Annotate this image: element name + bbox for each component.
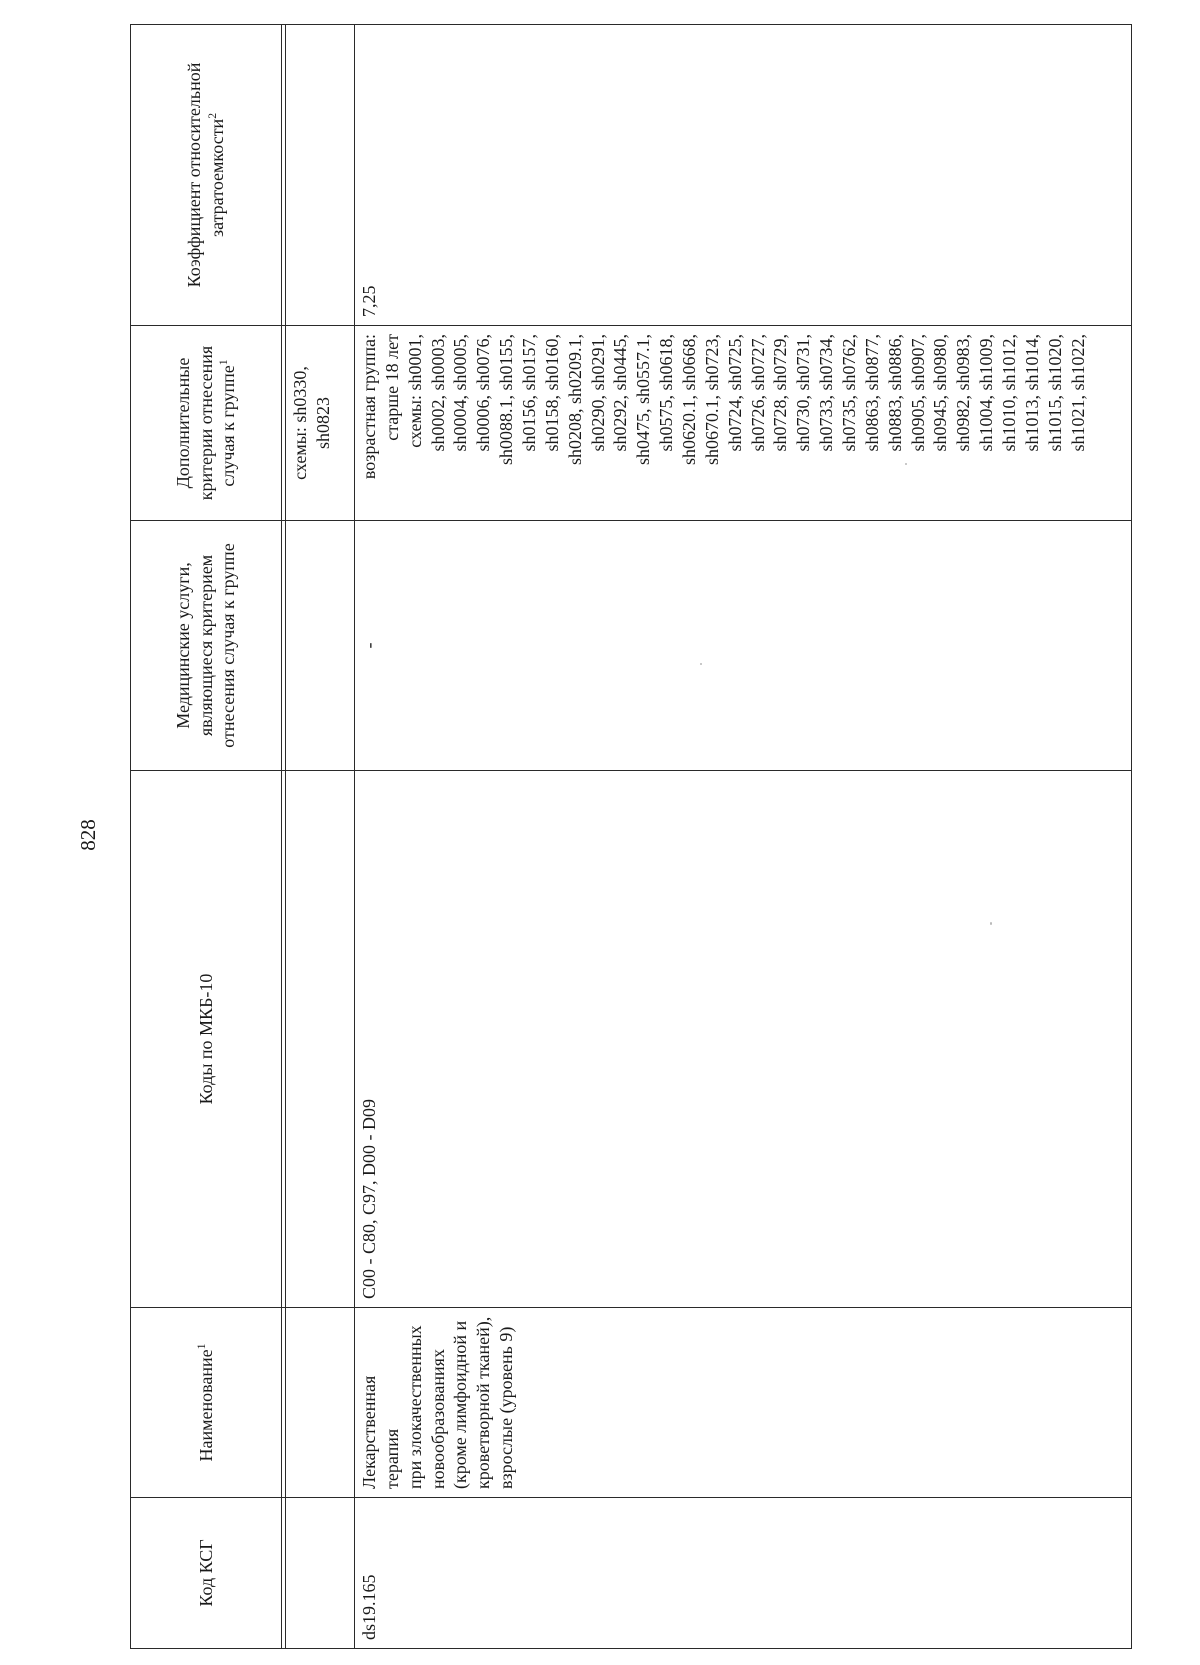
scan-speck <box>905 463 907 465</box>
criteria-line: sh0724, sh0725, <box>724 334 745 452</box>
header-code: Код КСГ <box>131 1498 282 1649</box>
criteria-line: sh0883, sh0886, <box>884 334 905 452</box>
criteria-line: sh0208, sh0209.1, <box>564 334 585 466</box>
criteria-line: sh0726, sh0727, <box>747 334 768 452</box>
ksg-code: ds19.165 <box>355 1498 1132 1649</box>
scan-speck <box>700 663 702 665</box>
criteria-line: sh0292, sh0445, <box>610 334 631 452</box>
criteria-line: sh0620.1, sh0668, <box>679 334 700 466</box>
cont-name-cell <box>286 1308 355 1498</box>
medical-services: - <box>355 521 1132 771</box>
criteria-line: sh0290, sh0291, <box>587 334 608 452</box>
header-mkb: Коды по МКБ-10 <box>131 771 282 1308</box>
table-row <box>355 25 1132 1649</box>
mkb-codes: C00 - C80, C97, D00 - D09 <box>355 771 1132 1308</box>
criteria-line: sh0945, sh0980, <box>930 334 951 452</box>
criteria-line: sh1021, sh1022, <box>1067 334 1088 452</box>
criteria-line: sh1013, sh1014, <box>1021 334 1042 452</box>
criteria-line: sh0905, sh0907, <box>907 334 928 452</box>
criteria-line: sh0002, sh0003, <box>427 334 448 452</box>
criteria-line: sh0006, sh0076, <box>473 334 494 452</box>
criteria-line: sh0158, sh0160, <box>541 334 562 452</box>
criteria-line: sh1010, sh1012, <box>999 334 1020 452</box>
ksg-table <box>130 24 1132 1649</box>
criteria-line: sh0088.1, sh0155, <box>496 334 517 466</box>
cont-mkb-cell <box>286 771 355 1308</box>
criteria-line: sh0863, sh0877, <box>861 334 882 452</box>
criteria-line: sh0733, sh0734, <box>816 334 837 452</box>
criteria-line: sh0982, sh0983, <box>953 334 974 452</box>
cont-criteria-cell: схемы: sh0330, sh0823 <box>286 326 355 521</box>
cont-services-cell <box>286 521 355 771</box>
criteria-line: sh1015, sh1020, <box>1044 334 1065 452</box>
scan-speck <box>990 922 992 925</box>
criteria-line: sh0728, sh0729, <box>770 334 791 452</box>
cont-code-cell <box>286 1498 355 1649</box>
coefficient-value: 7,25 <box>355 25 1132 326</box>
criteria-line: sh0156, sh0157, <box>519 334 540 452</box>
criteria-line: sh0735, sh0762, <box>839 334 860 452</box>
criteria-line: sh0730, sh0731, <box>793 334 814 452</box>
header-row <box>131 25 282 1649</box>
header-criteria: Дополнительные критерии отнесения случая к группе$^1$ <box>131 326 282 521</box>
header-coefficient: Коэффициент относительной затратоемкости$^2$ <box>131 25 282 326</box>
criteria-line: sh0670.1, sh0723, <box>701 334 722 466</box>
ksg-name: Лекарственная терапия при злокачественных новообразованиях (кроме лимфоидной и кроветворной тканей), взрослые (уровень 9) <box>355 1308 1132 1498</box>
continuation-row <box>286 25 355 1649</box>
cont-coefficient-cell <box>286 25 355 326</box>
additional-criteria <box>355 326 1132 521</box>
header-name: Наименование$^1$ <box>131 1308 282 1498</box>
criteria-line: sh0004, sh0005, <box>450 334 471 452</box>
header-services: Медицинские услуги, являющиеся критерием отнесения случая к группе <box>131 521 282 771</box>
criteria-line: sh1004, sh1009, <box>976 334 997 452</box>
page-number: 828 <box>76 819 100 851</box>
criteria-line: возрастная группа: <box>359 334 379 480</box>
criteria-line: старше 18 лет <box>381 334 402 441</box>
criteria-line: sh0475, sh0557.1, <box>633 334 654 466</box>
criteria-line: sh0575, sh0618, <box>656 334 677 452</box>
criteria-line: схемы: sh0001, <box>404 334 425 448</box>
